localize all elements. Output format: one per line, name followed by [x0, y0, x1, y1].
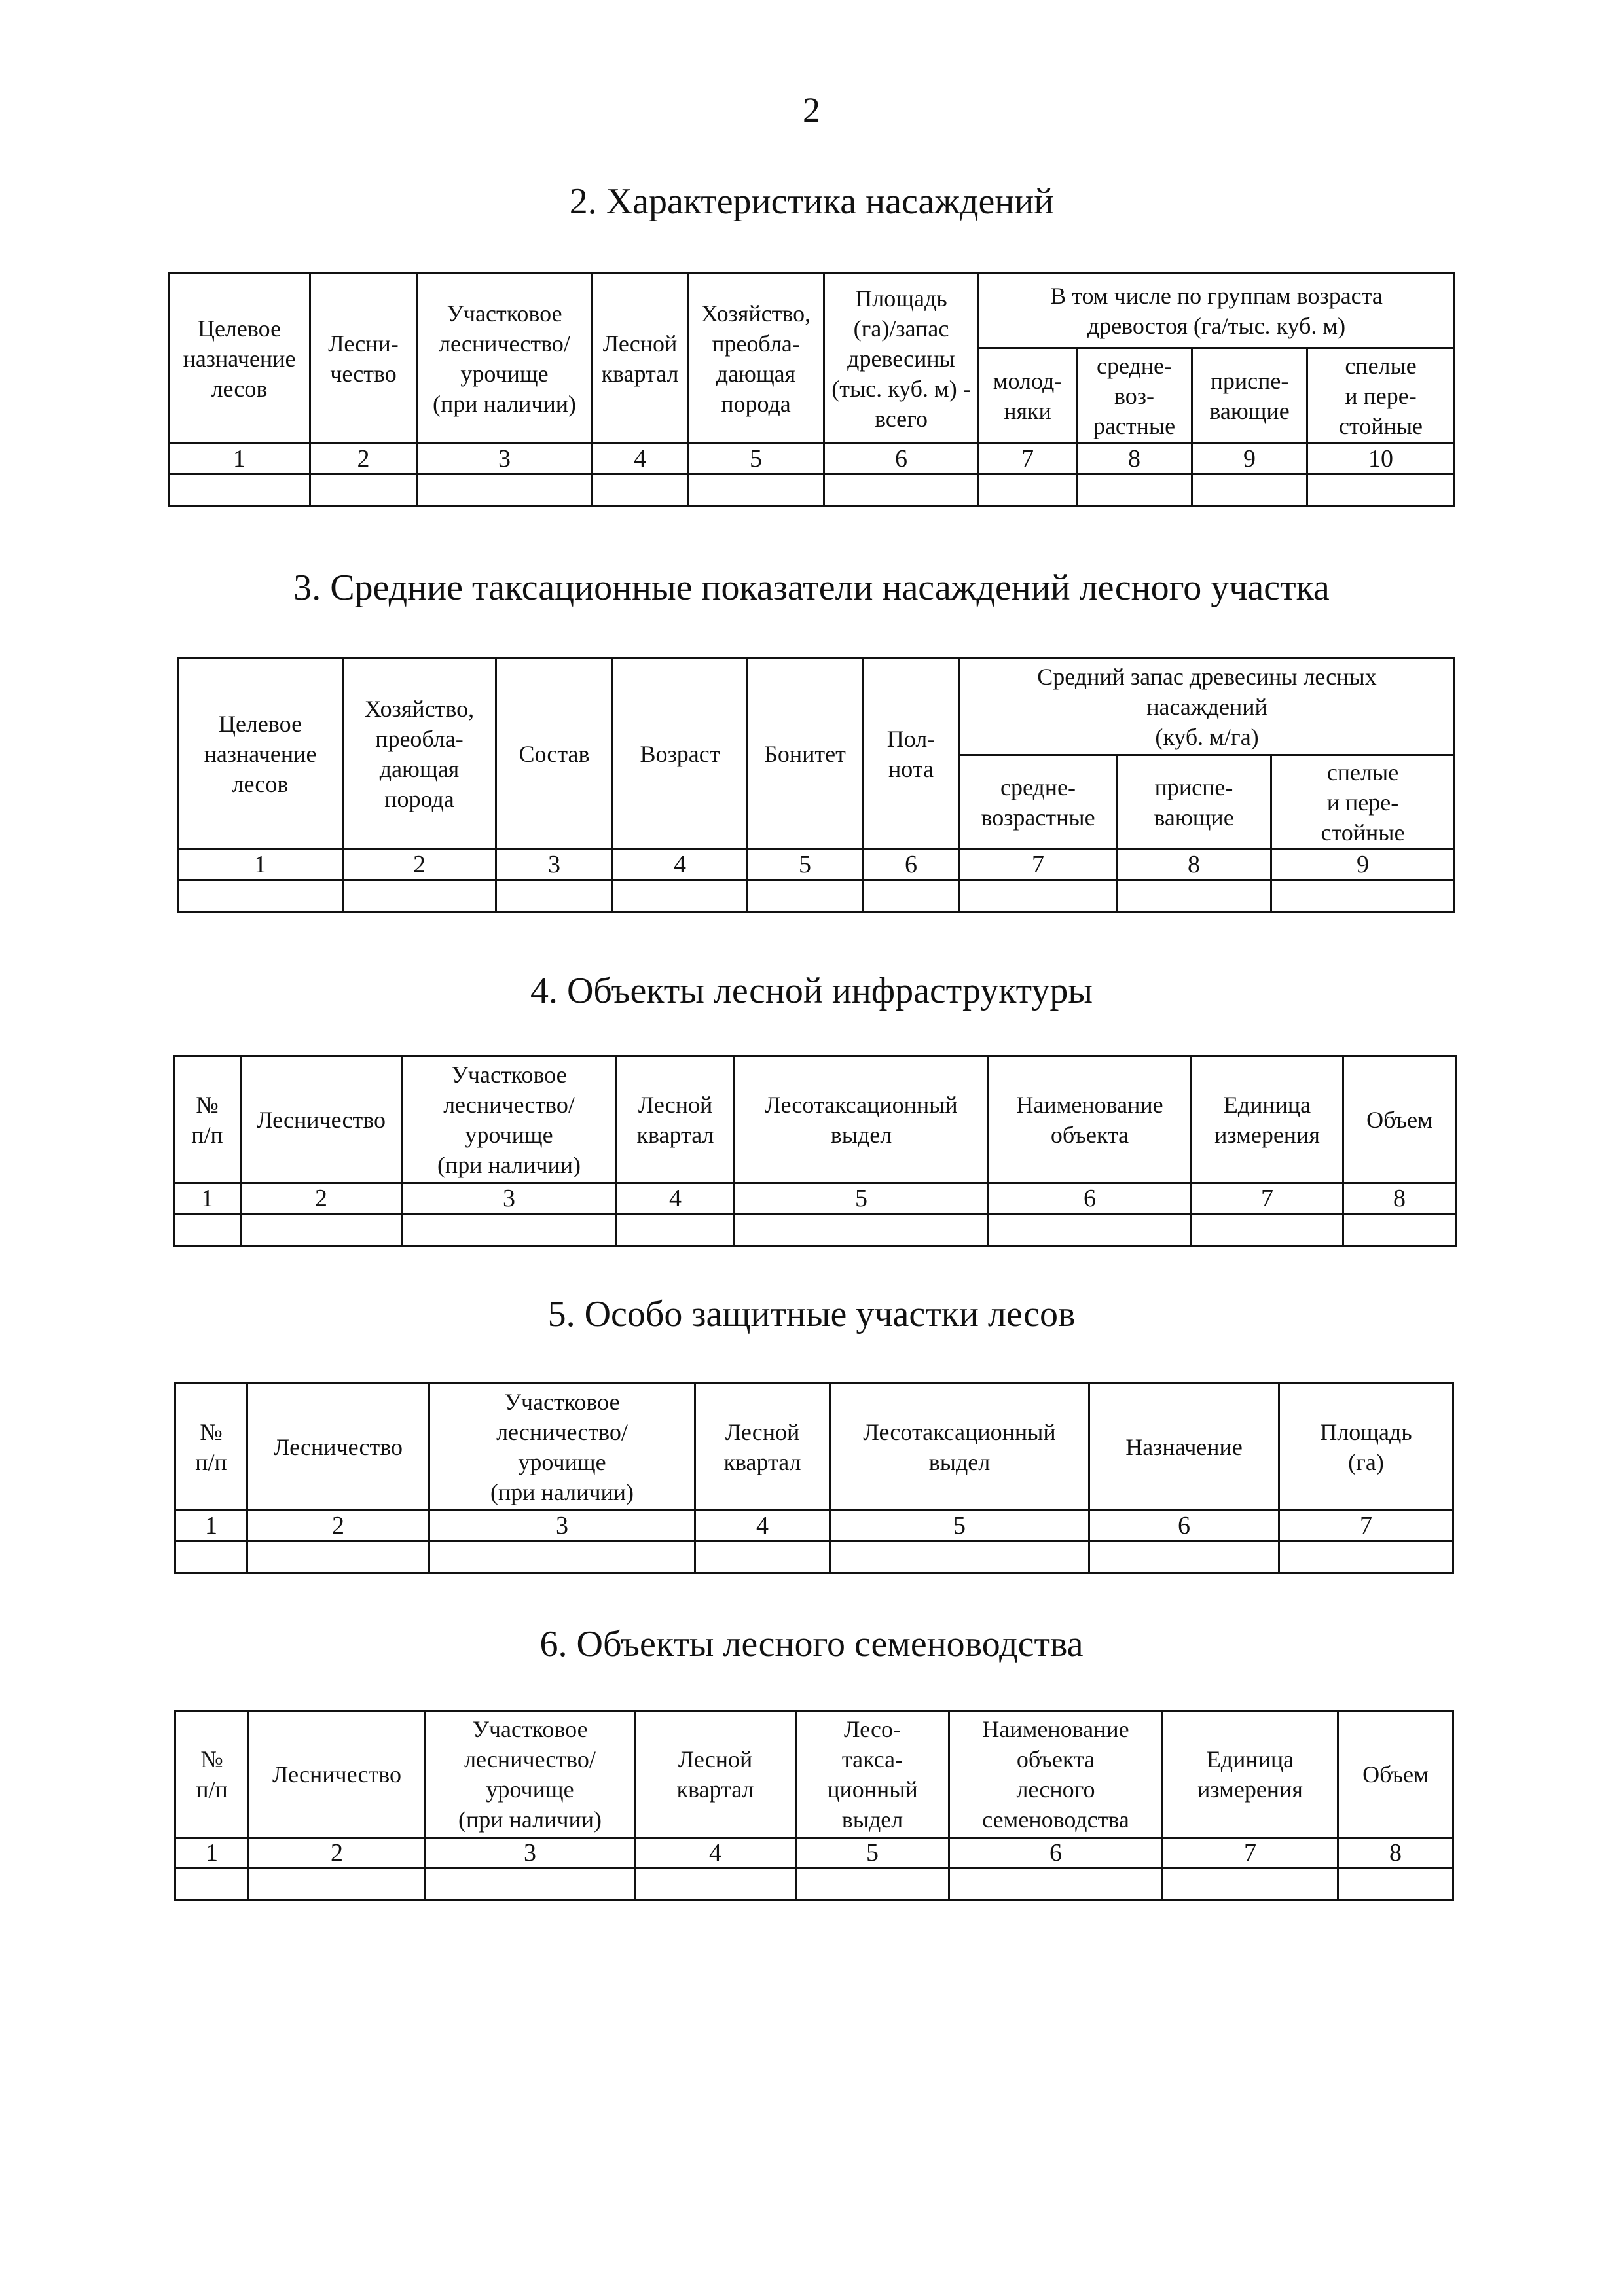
header-row-number: № п/п [175, 1384, 247, 1511]
blank-cell[interactable] [688, 475, 824, 507]
column-number: 7 [1279, 1511, 1453, 1541]
column-number: 3 [426, 1838, 635, 1869]
column-number: 4 [593, 444, 688, 475]
blank-cell[interactable] [1343, 1214, 1456, 1246]
column-number: 9 [1271, 850, 1455, 880]
column-number: 6 [949, 1838, 1163, 1869]
header-forest-quarter: Лесной квартал [635, 1711, 796, 1838]
blank-cell[interactable] [1279, 1541, 1453, 1573]
header-forestry: Лесничество [247, 1384, 429, 1511]
header-area: Площадь (га) [1279, 1384, 1453, 1511]
header-age: Возраст [613, 658, 748, 850]
header-forest-quarter: Лесной квартал [695, 1384, 830, 1511]
column-number-row [175, 1838, 1453, 1869]
column-number: 5 [688, 444, 824, 475]
column-number: 3 [429, 1511, 695, 1541]
column-number: 2 [241, 1183, 402, 1214]
section-title-seed-production: 6. Объекты лесного семеноводства [539, 1624, 1084, 1664]
table-protective-areas [174, 1382, 1454, 1574]
column-number: 3 [417, 444, 593, 475]
column-number: 6 [989, 1183, 1192, 1214]
column-number: 10 [1307, 444, 1455, 475]
header-purpose: Назначение [1089, 1384, 1279, 1511]
header-young: молод- няки [979, 348, 1077, 444]
blank-entry-row [175, 1541, 1453, 1573]
header-mature-overmature: спелые и пере- стойные [1307, 348, 1455, 444]
header-row-number: № п/п [174, 1056, 241, 1183]
header-taxation-unit: Лесотаксационный выдел [830, 1384, 1089, 1511]
blank-cell[interactable] [175, 1541, 247, 1573]
column-number: 2 [247, 1511, 429, 1541]
header-forest-quarter: Лесной квартал [593, 274, 688, 444]
header-age-groups: В том числе по группам возраста древостоя (га/тыс. куб. м) [979, 274, 1455, 348]
blank-cell[interactable] [593, 475, 688, 507]
column-number: 8 [1077, 444, 1192, 475]
column-number: 6 [824, 444, 979, 475]
column-number: 7 [1163, 1838, 1338, 1869]
column-number: 7 [960, 850, 1117, 880]
header-purpose: Целевое назначение лесов [169, 274, 310, 444]
column-number: 8 [1338, 1838, 1453, 1869]
column-number: 6 [863, 850, 960, 880]
column-number: 5 [830, 1511, 1089, 1541]
header-object-name: Наименование объекта [989, 1056, 1192, 1183]
blank-cell[interactable] [824, 475, 979, 507]
header-mature-overmature: спелые и пере- стойные [1271, 755, 1455, 850]
column-number: 9 [1192, 444, 1307, 475]
header-district-forestry: Участковое лесничество/ урочище (при наличии) [429, 1384, 695, 1511]
blank-cell[interactable] [169, 475, 310, 507]
column-number: 7 [1192, 1183, 1343, 1214]
blank-cell[interactable] [989, 1214, 1192, 1246]
header-middle-aged: средне- воз- растные [1077, 348, 1192, 444]
header-area-stock: Площадь (га)/запас древесины (тыс. куб. м) - всего [824, 274, 979, 444]
header-forestry: Лесни- чество [310, 274, 417, 444]
header-dominant-species: Хозяйство, преобла- дающая порода [343, 658, 496, 850]
column-number: 1 [178, 850, 343, 880]
column-number: 1 [174, 1183, 241, 1214]
blank-cell[interactable] [417, 475, 593, 507]
header-district-forestry: Участковое лесничество/ урочище (при наличии) [426, 1711, 635, 1838]
column-number: 2 [343, 850, 496, 880]
blank-cell[interactable] [426, 1869, 635, 1901]
header-middle-aged: средне- возрастные [960, 755, 1117, 850]
table-stand-characteristics [168, 272, 1455, 507]
header-composition: Состав [496, 658, 613, 850]
blank-cell[interactable] [735, 1214, 989, 1246]
header-object-name: Наименование объекта лесного семеноводства [949, 1711, 1163, 1838]
blank-cell[interactable] [695, 1541, 830, 1573]
blank-entry-row [175, 1869, 1453, 1901]
section-title-protective-areas: 5. Особо защитные участки лесов [547, 1294, 1076, 1335]
section-title-average-indicators: 3. Средние таксационные показатели насаждений лесного участка [293, 567, 1330, 608]
column-number: 8 [1117, 850, 1271, 880]
column-number: 1 [175, 1511, 247, 1541]
blank-cell[interactable] [617, 1214, 735, 1246]
column-number: 5 [748, 850, 863, 880]
blank-cell[interactable] [1089, 1541, 1279, 1573]
blank-cell[interactable] [1338, 1869, 1453, 1901]
blank-cell[interactable] [1271, 880, 1455, 912]
column-number: 4 [617, 1183, 735, 1214]
header-average-stock: Средний запас древесины лесных насаждений (куб. м/га) [960, 658, 1455, 755]
page-number: 2 [803, 90, 820, 130]
header-volume: Объем [1343, 1056, 1456, 1183]
column-number: 4 [695, 1511, 830, 1541]
column-number: 5 [796, 1838, 949, 1869]
column-number: 6 [1089, 1511, 1279, 1541]
column-number: 3 [496, 850, 613, 880]
header-district-forestry: Участковое лесничество/ урочище (при наличии) [402, 1056, 617, 1183]
column-number-row [175, 1511, 1453, 1541]
blank-cell[interactable] [310, 475, 417, 507]
header-forest-quarter: Лесной квартал [617, 1056, 735, 1183]
column-number-row [169, 444, 1455, 475]
column-number: 8 [1343, 1183, 1456, 1214]
blank-cell[interactable] [1163, 1869, 1338, 1901]
blank-cell[interactable] [1307, 475, 1455, 507]
blank-entry-row [169, 475, 1455, 507]
column-number: 1 [169, 444, 310, 475]
section-title-infrastructure: 4. Объекты лесной инфраструктуры [530, 971, 1093, 1011]
blank-cell[interactable] [1192, 475, 1307, 507]
header-dominant-species: Хозяйство, преобла- дающая порода [688, 274, 824, 444]
header-maturing: приспе- вающие [1117, 755, 1271, 850]
column-number: 1 [175, 1838, 249, 1869]
blank-cell[interactable] [796, 1869, 949, 1901]
header-forestry: Лесничество [241, 1056, 402, 1183]
blank-cell[interactable] [429, 1541, 695, 1573]
section-title-stand-characteristics: 2. Характеристика насаждений [569, 181, 1054, 222]
blank-cell[interactable] [174, 1214, 241, 1246]
blank-cell[interactable] [343, 880, 496, 912]
header-site-class: Бонитет [748, 658, 863, 850]
blank-entry-row [178, 880, 1455, 912]
blank-cell[interactable] [175, 1869, 249, 1901]
column-number: 5 [735, 1183, 989, 1214]
blank-cell[interactable] [863, 880, 960, 912]
header-density: Пол- нота [863, 658, 960, 850]
blank-cell[interactable] [496, 880, 613, 912]
blank-cell[interactable] [247, 1541, 429, 1573]
column-number: 2 [249, 1838, 426, 1869]
blank-entry-row [174, 1214, 1456, 1246]
blank-cell[interactable] [241, 1214, 402, 1246]
blank-cell[interactable] [249, 1869, 426, 1901]
blank-cell[interactable] [979, 475, 1077, 507]
table-average-indicators [177, 657, 1455, 913]
header-unit: Единица измерения [1192, 1056, 1343, 1183]
header-taxation-unit: Лесо- такса- ционный выдел [796, 1711, 949, 1838]
header-forestry: Лесничество [249, 1711, 426, 1838]
blank-cell[interactable] [178, 880, 343, 912]
blank-cell[interactable] [613, 880, 748, 912]
blank-cell[interactable] [960, 880, 1117, 912]
column-number-row [174, 1183, 1456, 1214]
header-purpose: Целевое назначение лесов [178, 658, 343, 850]
header-maturing: приспе- вающие [1192, 348, 1307, 444]
blank-cell[interactable] [949, 1869, 1163, 1901]
header-taxation-unit: Лесотаксационный выдел [735, 1056, 989, 1183]
column-number-row [178, 850, 1455, 880]
header-district-forestry: Участковое лесничество/ урочище (при наличии) [417, 274, 593, 444]
blank-cell[interactable] [1077, 475, 1192, 507]
column-number: 7 [979, 444, 1077, 475]
header-volume: Объем [1338, 1711, 1453, 1838]
blank-cell[interactable] [402, 1214, 617, 1246]
column-number: 2 [310, 444, 417, 475]
blank-cell[interactable] [635, 1869, 796, 1901]
blank-cell[interactable] [748, 880, 863, 912]
header-row-number: № п/п [175, 1711, 249, 1838]
table-seed-production [174, 1710, 1454, 1901]
blank-cell[interactable] [1192, 1214, 1343, 1246]
table-infrastructure [173, 1055, 1457, 1247]
column-number: 3 [402, 1183, 617, 1214]
blank-cell[interactable] [1117, 880, 1271, 912]
column-number: 4 [635, 1838, 796, 1869]
column-number: 4 [613, 850, 748, 880]
blank-cell[interactable] [830, 1541, 1089, 1573]
header-unit: Единица измерения [1163, 1711, 1338, 1838]
